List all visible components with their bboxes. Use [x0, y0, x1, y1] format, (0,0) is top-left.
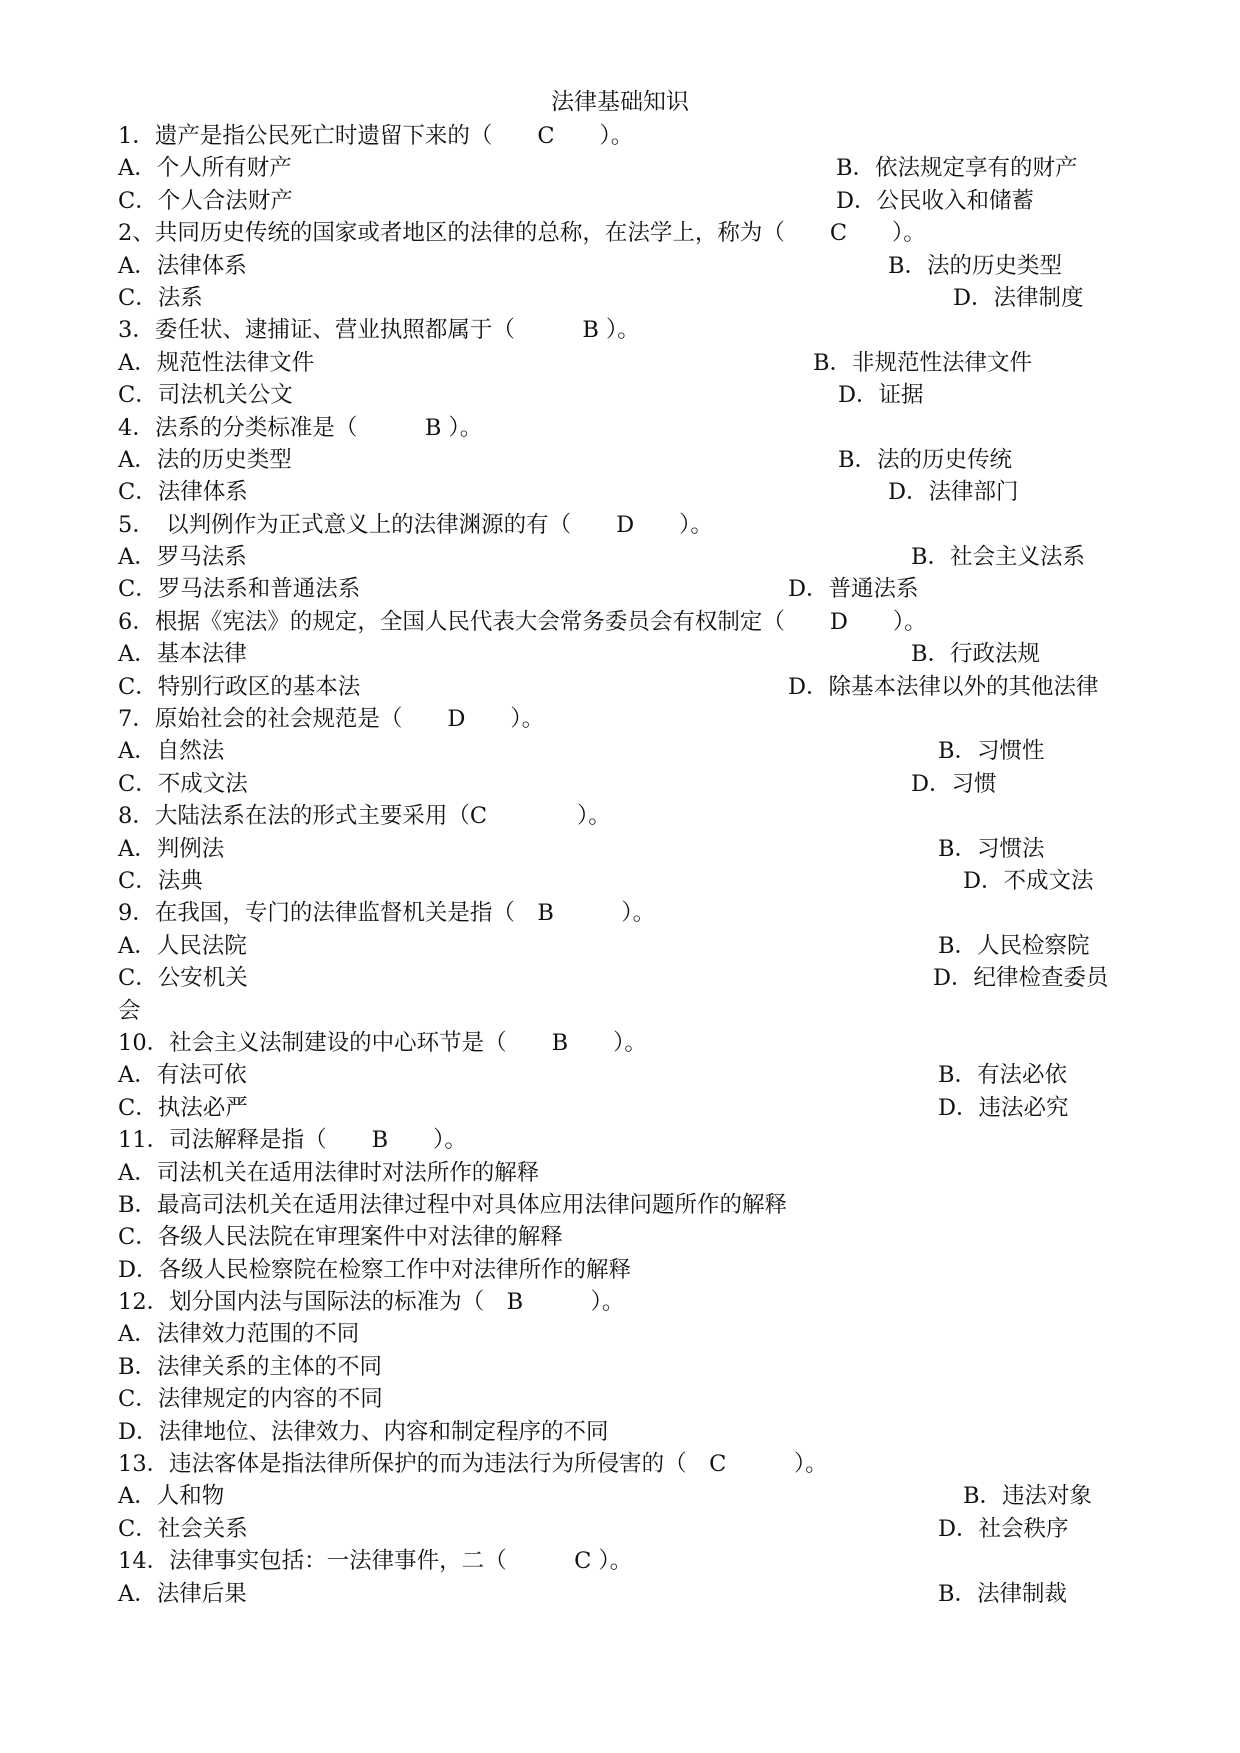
- option-right: B．习惯性: [938, 738, 1045, 765]
- option-right: B．法的历史类型: [888, 252, 1063, 279]
- option-right: B．法律制裁: [938, 1580, 1068, 1607]
- line-text: 4．法系的分类标准是（ B ）。: [118, 414, 483, 441]
- option-right: D．除基本法律以外的其他法律: [788, 673, 1099, 700]
- line-text: 9．在我国，专门的法律监督机关是指（ B ）。: [118, 900, 656, 927]
- line-text: C．法典: [118, 867, 203, 894]
- option-right: D．证据: [838, 382, 924, 409]
- line-text: 6．根据《宪法》的规定，全国人民代表大会常务委员会有权制定（ D ）。: [118, 608, 927, 635]
- option-right: D．普通法系: [788, 576, 919, 603]
- line-text: B．法律关系的主体的不同: [118, 1353, 383, 1380]
- text-line: [118, 1383, 1128, 1415]
- text-line: [118, 768, 1128, 800]
- line-text: C．社会关系: [118, 1515, 248, 1542]
- text-line: [118, 120, 1128, 152]
- text-line: [118, 1513, 1128, 1545]
- line-text: C．不成文法: [118, 770, 248, 797]
- text-line: [118, 1157, 1128, 1189]
- line-text: 14．法律事实包括：一法律事件，二（ C ）。: [118, 1548, 633, 1575]
- line-text: 7．原始社会的社会规范是（ D ）。: [118, 706, 545, 733]
- option-right: B．有法必依: [938, 1062, 1068, 1089]
- text-line: [118, 217, 1128, 249]
- document-title: 法律基础知识: [551, 89, 689, 115]
- line-text: 8．大陆法系在法的形式主要采用（C ）。: [118, 803, 611, 830]
- option-right: B．行政法规: [911, 641, 1041, 668]
- text-line: [118, 606, 1128, 638]
- text-line: [118, 865, 1128, 897]
- line-text: 10．社会主义法制建设的中心环节是（ B ）。: [118, 1029, 647, 1056]
- option-right: D．法律制度: [953, 284, 1084, 311]
- line-text: 5． 以判例作为正式意义上的法律渊源的有（ D ）。: [118, 511, 713, 538]
- line-text: 2、共同历史传统的国家或者地区的法律的总称，在法学上，称为（ C ）。: [118, 220, 926, 247]
- text-line: [118, 1351, 1128, 1383]
- line-text: D．法律地位、法律效力、内容和制定程序的不同: [118, 1418, 609, 1445]
- text-line: [118, 1318, 1128, 1350]
- text-line: [118, 800, 1128, 832]
- line-text: 12．划分国内法与国际法的标准为（ B ）。: [118, 1289, 625, 1316]
- option-right: B．非规范性法律文件: [813, 349, 1033, 376]
- line-text: A．司法机关在适用法律时对法所作的解释: [118, 1159, 540, 1186]
- question-list: [118, 120, 1128, 1610]
- text-line: [118, 1416, 1128, 1448]
- line-text: A．法律体系: [118, 252, 247, 279]
- text-line: [118, 347, 1128, 379]
- line-text: 3．委任状、逮捕证、营业执照都属于（ B ）。: [118, 317, 640, 344]
- option-right: B．社会主义法系: [911, 544, 1086, 571]
- option-right: B．违法对象: [963, 1483, 1093, 1510]
- text-line: [118, 379, 1128, 411]
- line-text: 11．司法解释是指（ B ）。: [118, 1127, 467, 1154]
- line-text: 会: [118, 997, 141, 1024]
- option-right: D．纪律检查委员: [933, 965, 1109, 992]
- option-right: D．社会秩序: [938, 1515, 1069, 1542]
- line-text: A．自然法: [118, 738, 225, 765]
- text-line: [118, 573, 1128, 605]
- option-right: D．法律部门: [888, 479, 1019, 506]
- option-right: B．习惯法: [938, 835, 1045, 862]
- option-right: D．不成文法: [963, 867, 1094, 894]
- text-line: [118, 638, 1128, 670]
- text-line: [118, 185, 1128, 217]
- line-text: A．法律后果: [118, 1580, 247, 1607]
- text-line: [118, 476, 1128, 508]
- text-line: [118, 1578, 1128, 1610]
- text-line: [118, 1480, 1128, 1512]
- line-text: C．执法必严: [118, 1094, 248, 1121]
- line-text: B．最高司法机关在适用法律过程中对具体应用法律问题所作的解释: [118, 1191, 788, 1218]
- text-line: [118, 250, 1128, 282]
- text-line: [118, 1059, 1128, 1091]
- text-line: [118, 1092, 1128, 1124]
- text-line: [118, 930, 1128, 962]
- line-text: C．法系: [118, 284, 203, 311]
- line-text: A．规范性法律文件: [118, 349, 315, 376]
- option-right: B．依法规定享有的财产: [836, 155, 1078, 182]
- line-text: C．司法机关公文: [118, 382, 293, 409]
- line-text: A．人和物: [118, 1483, 225, 1510]
- text-line: [118, 1254, 1128, 1286]
- option-right: B．人民检察院: [938, 932, 1090, 959]
- line-text: A．法的历史类型: [118, 446, 292, 473]
- line-text: C．公安机关: [118, 965, 248, 992]
- text-line: [118, 541, 1128, 573]
- text-line: [118, 962, 1128, 994]
- text-line: [118, 509, 1128, 541]
- line-text: A．法律效力范围的不同: [118, 1321, 360, 1348]
- text-line: [118, 1448, 1128, 1480]
- text-line: [118, 1286, 1128, 1318]
- line-text: 1．遗产是指公民死亡时遗留下来的（ C ）。: [118, 123, 634, 149]
- text-line: [118, 735, 1128, 767]
- text-line: [118, 314, 1128, 346]
- text-line: [118, 1221, 1128, 1253]
- text-line: [118, 897, 1128, 929]
- line-text: C．罗马法系和普通法系: [118, 576, 361, 603]
- text-line: [118, 152, 1128, 184]
- text-line: [118, 1189, 1128, 1221]
- line-text: C．法律体系: [118, 479, 248, 506]
- line-text: C．各级人民法院在审理案件中对法律的解释: [118, 1224, 563, 1251]
- text-line: [118, 1027, 1128, 1059]
- text-line: [118, 282, 1128, 314]
- text-line: [118, 671, 1128, 703]
- line-text: A．基本法律: [118, 641, 247, 668]
- text-line: [118, 833, 1128, 865]
- line-text: A．判例法: [118, 835, 225, 862]
- text-line: [118, 444, 1128, 476]
- text-line: [118, 1545, 1128, 1577]
- text-line: [118, 412, 1128, 444]
- line-text: 13．违法客体是指法律所保护的而为违法行为所侵害的（ C ）。: [118, 1451, 828, 1478]
- option-right: D．公民收入和储蓄: [836, 187, 1035, 214]
- line-text: C．法律规定的内容的不同: [118, 1386, 383, 1413]
- line-text: C．特别行政区的基本法: [118, 673, 361, 700]
- line-text: A．有法可依: [118, 1062, 247, 1089]
- text-line: [118, 703, 1128, 735]
- text-line: [118, 1124, 1128, 1156]
- line-text: C．个人合法财产: [118, 187, 293, 214]
- line-text: D．各级人民检察院在检察工作中对法律所作的解释: [118, 1256, 632, 1283]
- option-right: D．违法必究: [938, 1094, 1069, 1121]
- option-right: D．习惯: [911, 770, 997, 797]
- text-line: [118, 995, 1128, 1027]
- line-text: A．罗马法系: [118, 544, 247, 571]
- option-right: B．法的历史传统: [838, 446, 1013, 473]
- line-text: A．个人所有财产: [118, 155, 292, 182]
- line-text: A．人民法院: [118, 932, 247, 959]
